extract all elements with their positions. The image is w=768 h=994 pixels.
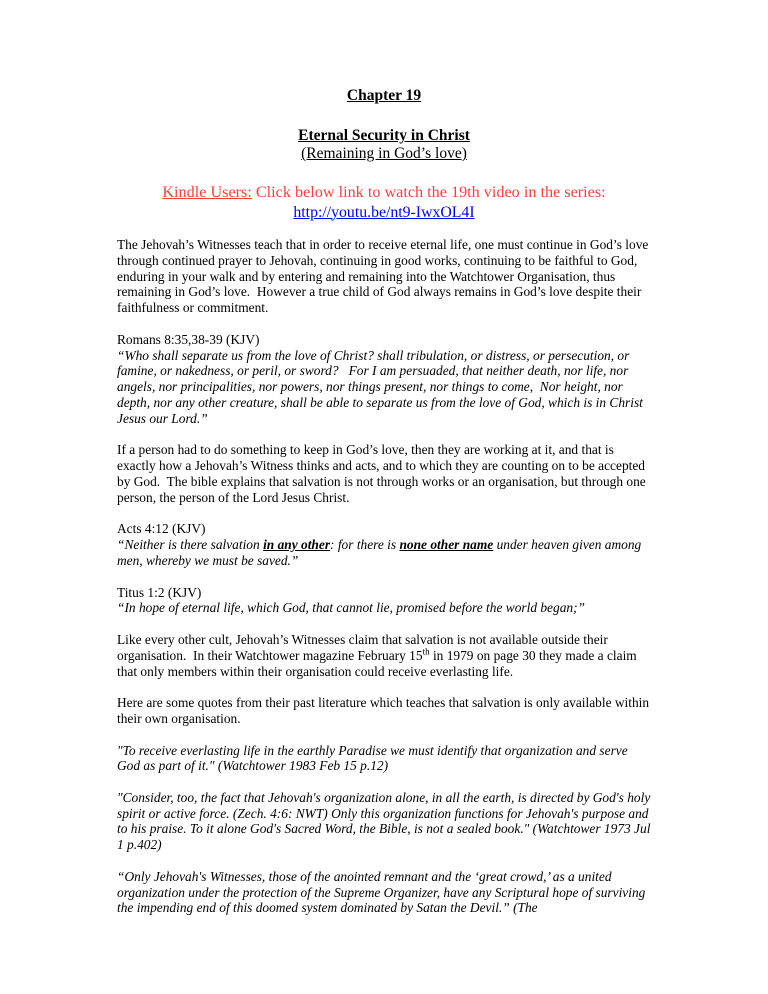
scripture-acts-quote (117, 537, 645, 568)
cult-claim-paragraph (117, 632, 651, 679)
works-paragraph: If a person had to do something to keep in God’s love, then they are working at it, and that is exactly how a Jehovah’s Witness thinks and acts, and to which they are counting on to be accepted by God. The bible explains that salvation is not through works or an organisation, but through one person, the person of the Lord Jesus Christ. (117, 442, 650, 505)
kindle-users-label: Kindle Users: (162, 183, 252, 201)
acts-quote-part1: “Neither is there salvation (117, 537, 264, 553)
acts-emphasis-2: none other name (399, 537, 494, 553)
scripture-acts (117, 521, 651, 568)
scripture-acts-reference: Acts 4:12 (KJV) (117, 521, 206, 537)
watchtower-quote-1983: "To receive everlasting life in the earthly Paradise we must identify that organization and serve God as part of it." (Watchtower 1983 Feb 15 p.12) (117, 742, 632, 774)
kindle-notice-text: Click below link to watch the 19th video in the series: (251, 183, 606, 201)
youtube-video-link[interactable]: http://youtu.be/nt9-IwxOL4I (293, 203, 475, 221)
watchtower-quote-united-organization: “Only Jehovah's Witnesses, those of the anointed remnant and the ‘great crowd,’ as a united organization under the protection of the Supreme Organizer, have any Scriptural hope of surviving the impending end of this doomed system dominated by Satan the Devil.” (The (117, 868, 649, 916)
watchtower-quote-1973: "Consider, too, the fact that Jehovah's organization alone, in all the earth, is directed by God's holy spirit or active force. (Zech. 4:6: NWT) Only this organization functions for Jehovah's purpose and to his praise. To it alone God's Sacred Word, the Bible, is not a sealed book." (Watchtower 1973 Jul 1 p.402) (117, 789, 654, 853)
acts-quote-part2: : for there is (330, 537, 400, 553)
cult-claim-part1: Like every other cult, Jehovah’s Witnesses claim that salvation is not available outside their organisation. In their Watchtower magazine February 15 (117, 631, 612, 663)
acts-emphasis-1: in any other (263, 537, 331, 553)
intro-paragraph: The Jehovah’s Witnesses teach that in order to receive eternal life, one must continue in God’s love through continued prayer to Jehovah, continuing in good works, continuing to be faithful to God, enduring in your walk and by entering and remaining into the Watchtower Organisation, thus remaining in God’s love. However a true child of God always remains in God’s love despite their faithfulness or commitment. (117, 237, 652, 316)
document-subtitle: (Remaining in God’s love) (301, 145, 467, 162)
chapter-heading: Chapter 19 (346, 87, 422, 104)
scripture-romans-quote: “Who shall separate us from the love of Christ? shall tribulation, or distress, or persecution, or famine, or nakedness, or peril, or sword? For I am persuaded, that neither death, nor life, nor angels, nor principalities, nor powers, nor things present, nor things to come, Nor height, nor depth, nor any other creature, shall be able to separate us from the love of God, which is in Christ Jesus our Lord.” (117, 347, 647, 426)
scripture-titus-quote: “In hope of eternal life, which God, that cannot lie, promised before the world began;” (117, 600, 585, 616)
kindle-notice (117, 183, 651, 203)
document-title: Eternal Security in Christ (298, 127, 470, 144)
acts-quote-part3: under heaven given among men, whereby we must be saved.” (117, 537, 645, 568)
quotes-intro-paragraph: Here are some quotes from their past literature which teaches that salvation is only available within their own organisation. (117, 695, 653, 726)
scripture-romans (117, 332, 651, 427)
cult-claim-part2: in 1979 on page 30 they made a claim that only members within their organisation could receive everlasting life. (117, 647, 641, 679)
ordinal-superscript: th (422, 646, 430, 657)
scripture-titus (117, 585, 651, 617)
scripture-titus-reference: Titus 1:2 (KJV) (117, 584, 202, 600)
scripture-romans-reference: Romans 8:35,38-39 (KJV) (117, 331, 260, 347)
video-link-line (117, 203, 651, 223)
